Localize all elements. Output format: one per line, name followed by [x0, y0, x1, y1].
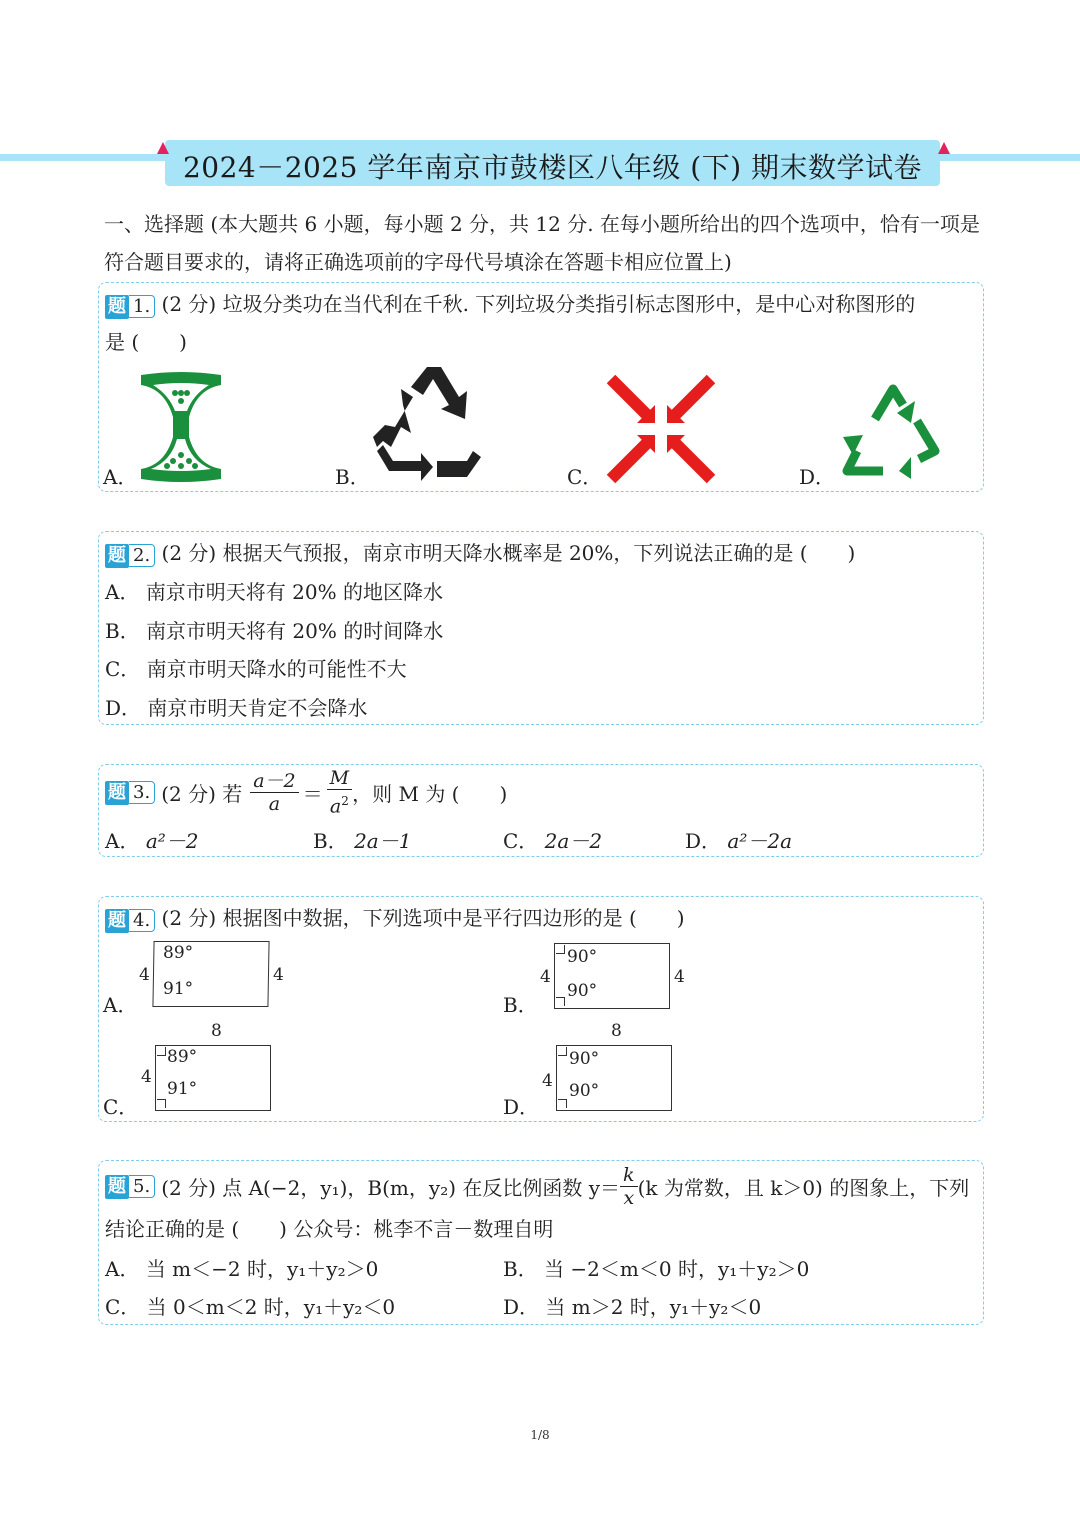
option-d: D． a²－2a — [685, 829, 792, 853]
fig-b-right-angle-bottom — [556, 997, 565, 1006]
fig-c-angle-top: 89° — [167, 1047, 198, 1067]
cross-arrows-sign-icon — [605, 373, 717, 485]
option-c: C． 南京市明天降水的可能性不大 — [105, 657, 407, 681]
fig-d-side-top: 8 — [611, 1021, 622, 1041]
option-c: C． 当 0＜m＜2 时，y₁＋y₂＜0 — [105, 1295, 396, 1319]
option-d-label: D． — [799, 465, 836, 489]
fig-a-label: A． — [103, 993, 138, 1017]
section-line-1: 一、选择题 (本大题共 6 小题，每小题 2 分，共 12 分. 在每小题所给出的四个选项中，恰有一项是 — [104, 212, 980, 236]
fig-d-side-left: 4 — [542, 1071, 553, 1091]
question-tag: 题 4. — [105, 907, 155, 933]
question-5-stem: 题 5. (2 分) 点 A(−2，y₁)，B(m，y₂) 在反比例函数 y＝ $\frac{k}{x}$ (k 为常数，且 k＞0) 的图象上，下列 — [105, 1161, 969, 1211]
option-d: D． 当 m＞2 时，y₁＋y₂＜0 — [503, 1295, 762, 1319]
fig-b-label: B． — [503, 993, 538, 1017]
option-a: A． a²－2 — [105, 829, 199, 853]
fig-b-right-angle-top — [556, 945, 565, 954]
fig-a-side-right: 4 — [273, 965, 284, 985]
question-tag: 题 1. — [105, 293, 155, 319]
fig-c-side-left: 4 — [141, 1067, 152, 1087]
fig-d-angle-top: 90° — [569, 1049, 600, 1069]
fig-b-angle-bottom: 90° — [567, 981, 598, 1001]
option-b: B． 2a－1 — [313, 829, 412, 853]
option-a: A． 当 m＜−2 时，y₁＋y₂＞0 — [105, 1257, 379, 1281]
fig-c-right-angle-top — [157, 1047, 166, 1056]
section-instructions — [104, 205, 984, 281]
option-a-label: A． — [103, 465, 138, 489]
fig-d-right-angle-bottom — [558, 1099, 567, 1108]
fig-a-angle-bottom: 91° — [163, 979, 194, 999]
hourglass-sign-icon — [137, 371, 225, 483]
fig-b-angle-top: 90° — [567, 947, 598, 967]
option-b-label: B． — [335, 465, 370, 489]
question-4-stem: 题 4. (2 分) 根据图中数据，下列选项中是平行四边形的是 ( ) — [105, 902, 685, 933]
section-line-2: 符合题目要求的，请将正确选项前的字母代号填涂在答题卡相应位置上) — [104, 250, 732, 274]
option-d: D． 南京市明天肯定不会降水 — [105, 696, 368, 720]
question-2 — [98, 531, 984, 725]
fig-b-side-left: 4 — [540, 967, 551, 987]
option-c: C． 2a－2 — [503, 829, 603, 853]
option-a: A． 南京市明天将有 20% 的地区降水 — [105, 580, 443, 604]
fig-c-label: C． — [103, 1095, 139, 1119]
option-c-label: C． — [567, 465, 603, 489]
question-1-stem-line-2: 是 ( ) — [105, 330, 187, 354]
fraction-right: $\frac{M}{a^2}$ — [327, 767, 352, 817]
question-tag: 题 3. — [105, 779, 155, 805]
recycle-sign-black-icon — [371, 365, 483, 483]
question-3 — [98, 764, 984, 857]
question-1-stem: 题 1. (2 分) 垃圾分类功在当代利在千秋. 下列垃圾分类指引标志图形中，是中心对称图形的 — [105, 288, 915, 319]
fig-d-angle-bottom: 90° — [569, 1081, 600, 1101]
fig-a-angle-top: 89° — [163, 943, 194, 963]
title-bar — [0, 138, 1080, 190]
question-5 — [98, 1160, 984, 1325]
question-2-stem: 题 2. (2 分) 根据天气预报，南京市明天降水概率是 20%，下列说法正确的是 ( ) — [105, 537, 855, 568]
page-title: 2024－2025 学年南京市鼓楼区八年级 (下) 期末数学试卷 — [182, 151, 923, 184]
fraction-left: $\frac{a-2}{a}$ — [250, 770, 298, 815]
fig-d-label: D． — [503, 1095, 540, 1119]
option-b: B． 南京市明天将有 20% 的时间降水 — [105, 619, 444, 643]
fig-c-right-angle-bottom — [157, 1099, 166, 1108]
question-3-stem: 题 3. (2 分) 若 $\frac{a-2}{a}$ ＝ $\frac{M}{a^2}$ ，则 M 为 ( ) — [105, 765, 507, 819]
question-1 — [98, 282, 984, 492]
fraction-k-over-x: $\frac{k}{x}$ — [620, 1164, 638, 1209]
page-number: 1/8 — [530, 1428, 550, 1442]
question-4 — [98, 896, 984, 1122]
question-tag: 题 5. — [105, 1173, 155, 1199]
fig-d-right-angle-top — [558, 1047, 567, 1056]
fig-c-side-top: 8 — [211, 1021, 222, 1041]
fig-b-side-right: 4 — [674, 967, 685, 987]
recycle-sign-green-icon — [837, 379, 949, 479]
fig-a-side-left: 4 — [139, 965, 150, 985]
fig-c-angle-bottom: 91° — [167, 1079, 198, 1099]
option-b: B． 当 −2＜m＜0 时，y₁＋y₂＞0 — [503, 1257, 810, 1281]
question-5-stem-line-2: 结论正确的是 ( ) 公众号：桃李不言－数理自明 — [105, 1217, 554, 1241]
question-tag: 题 2. — [105, 542, 155, 568]
